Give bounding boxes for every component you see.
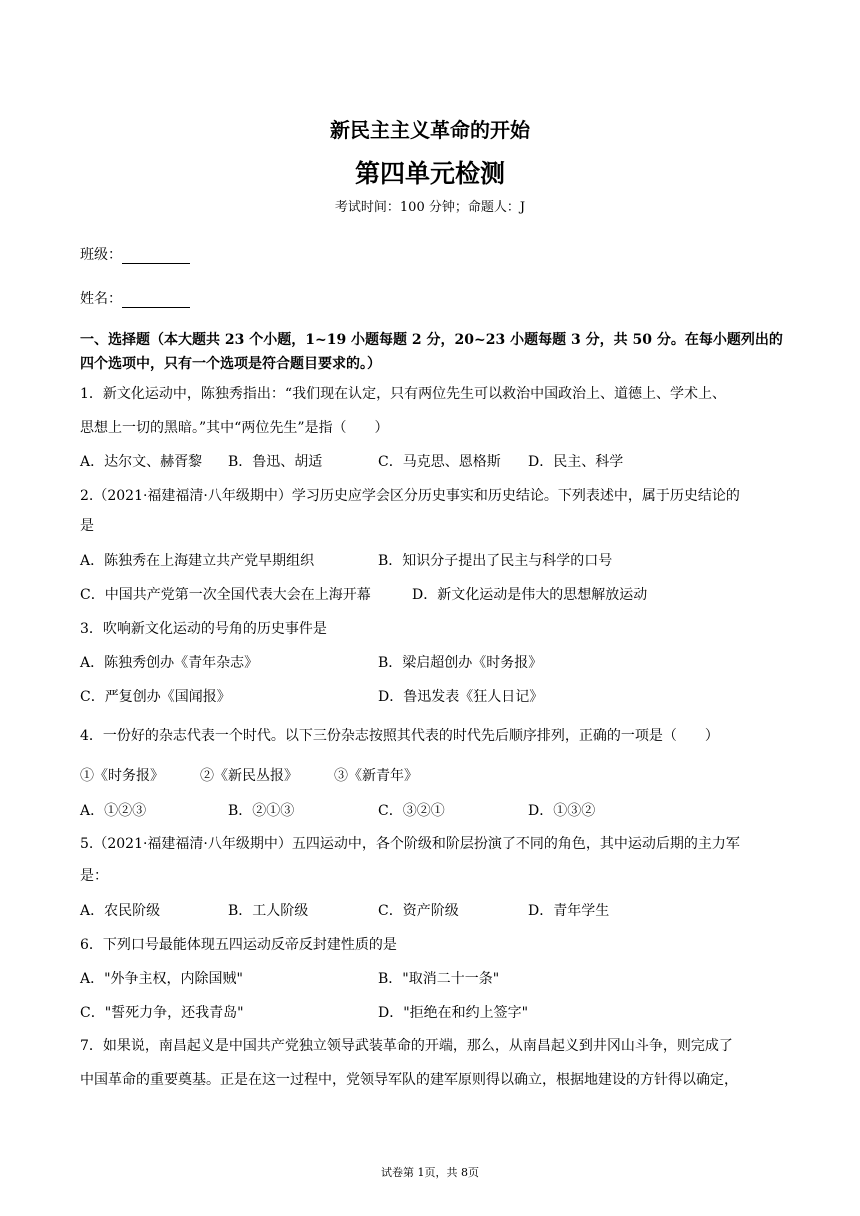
question-5-option-b[interactable]: B．工人阶级 xyxy=(228,903,309,919)
question-6-option-d[interactable]: D．"拒绝在和约上签字" xyxy=(378,1005,529,1021)
page-footer: 试卷第 1页，共 8页 xyxy=(381,1166,479,1179)
question-4-option-a[interactable]: A．①②③ xyxy=(80,803,147,819)
exam-meta: 考试时间：100 分钟；命题人：J xyxy=(334,200,526,215)
section-heading-line2: 四个选项中，只有一个选项是符合题目要求的。） xyxy=(80,356,381,372)
question-5-option-c[interactable]: C．资产阶级 xyxy=(378,903,459,919)
question-3-stem: 3．吹响新文化运动的号角的历史事件是 xyxy=(80,621,327,637)
question-2-option-c[interactable]: C．中国共产党第一次全国代表大会在上海开幕 xyxy=(80,587,371,603)
question-1-option-a[interactable]: A．达尔文、赫胥黎 xyxy=(80,454,203,470)
question-1-option-c[interactable]: C．马克思、恩格斯 xyxy=(378,454,501,470)
question-3-option-a[interactable]: A．陈独秀创办《青年杂志》 xyxy=(80,655,259,671)
question-4-item-1: ①《时务报》 xyxy=(80,768,164,784)
class-blank[interactable] xyxy=(122,249,190,264)
question-3-option-d[interactable]: D．鲁迅发表《狂人日记》 xyxy=(378,689,544,705)
question-4-item-2: ②《新民丛报》 xyxy=(200,768,298,784)
question-2-stem-line1: 2.（2021·福建福清·八年级期中）学习历史应学会区分历史事实和历史结论。下列表述中，属于历史结论的 xyxy=(80,488,740,504)
name-label: 姓名： xyxy=(80,291,122,307)
question-2-stem-line2: 是 xyxy=(80,518,94,534)
question-7-stem-line1: 7．如果说，南昌起义是中国共产党独立领导武装革命的开端，那么，从南昌起义到井冈山斗争，则完成了 xyxy=(80,1038,733,1054)
name-blank[interactable] xyxy=(122,293,190,308)
name-field[interactable] xyxy=(80,288,190,308)
question-2-option-d[interactable]: D．新文化运动是伟大的思想解放运动 xyxy=(412,587,648,603)
question-2-option-b[interactable]: B．知识分子提出了民主与科学的口号 xyxy=(378,553,613,569)
question-7-stem-line2: 中国革命的重要奠基。正是在这一过程中，党领导军队的建军原则得以确立，根据地建设的方针得以确定， xyxy=(80,1072,738,1088)
question-1-stem-line1: 1．新文化运动中，陈独秀指出：“我们现在认定，只有两位先生可以救治中国政治上、道德上、学术上、 xyxy=(80,386,727,402)
page-title: 新民主主义革命的开始 xyxy=(330,118,530,142)
question-5-stem-line2: 是： xyxy=(80,868,108,884)
question-6-stem: 6．下列口号最能体现五四运动反帝反封建性质的是 xyxy=(80,937,397,953)
question-1-stem-line2: 思想上一切的黑暗。”其中“两位先生”是指（ ） xyxy=(80,420,389,436)
section-heading-line1: 一、选择题（本大题共 23 个小题，1~19 小题每题 2 分，20~23 小题每题 3 分，共 50 分。在每小题列出的 xyxy=(80,332,783,348)
question-3-option-c[interactable]: C．严复创办《国闻报》 xyxy=(80,689,231,705)
question-4-stem: 4．一份好的杂志代表一个时代。以下三份杂志按照其代表的时代先后顺序排列，正确的一项是（ ） xyxy=(80,728,719,744)
question-1-option-b[interactable]: B．鲁迅、胡适 xyxy=(228,454,323,470)
question-2-option-a[interactable]: A．陈独秀在上海建立共产党早期组织 xyxy=(80,553,315,569)
question-4-item-3: ③《新青年》 xyxy=(334,768,418,784)
unit-title: 第四单元检测 xyxy=(354,159,505,188)
question-4-option-d[interactable]: D．①③② xyxy=(528,803,596,819)
question-5-option-d[interactable]: D．青年学生 xyxy=(528,903,610,919)
question-4-option-c[interactable]: C．③②① xyxy=(378,803,445,819)
question-5-stem-line1: 5.（2021·福建福清·八年级期中）五四运动中，各个阶级和阶层扮演了不同的角色，其中运动后期的主力军 xyxy=(80,836,740,852)
question-6-option-b[interactable]: B．"取消二十一条" xyxy=(378,971,500,987)
question-5-option-a[interactable]: A．农民阶级 xyxy=(80,903,161,919)
class-label: 班级： xyxy=(80,247,122,263)
question-1-option-d[interactable]: D．民主、科学 xyxy=(528,454,624,470)
question-4-option-b[interactable]: B．②①③ xyxy=(228,803,295,819)
question-6-option-c[interactable]: C．"誓死力争，还我青岛" xyxy=(80,1005,244,1021)
class-field[interactable] xyxy=(80,244,190,264)
question-6-option-a[interactable]: A．"外争主权，内除国贼" xyxy=(80,971,243,987)
question-3-option-b[interactable]: B．梁启超创办《时务报》 xyxy=(378,655,543,671)
